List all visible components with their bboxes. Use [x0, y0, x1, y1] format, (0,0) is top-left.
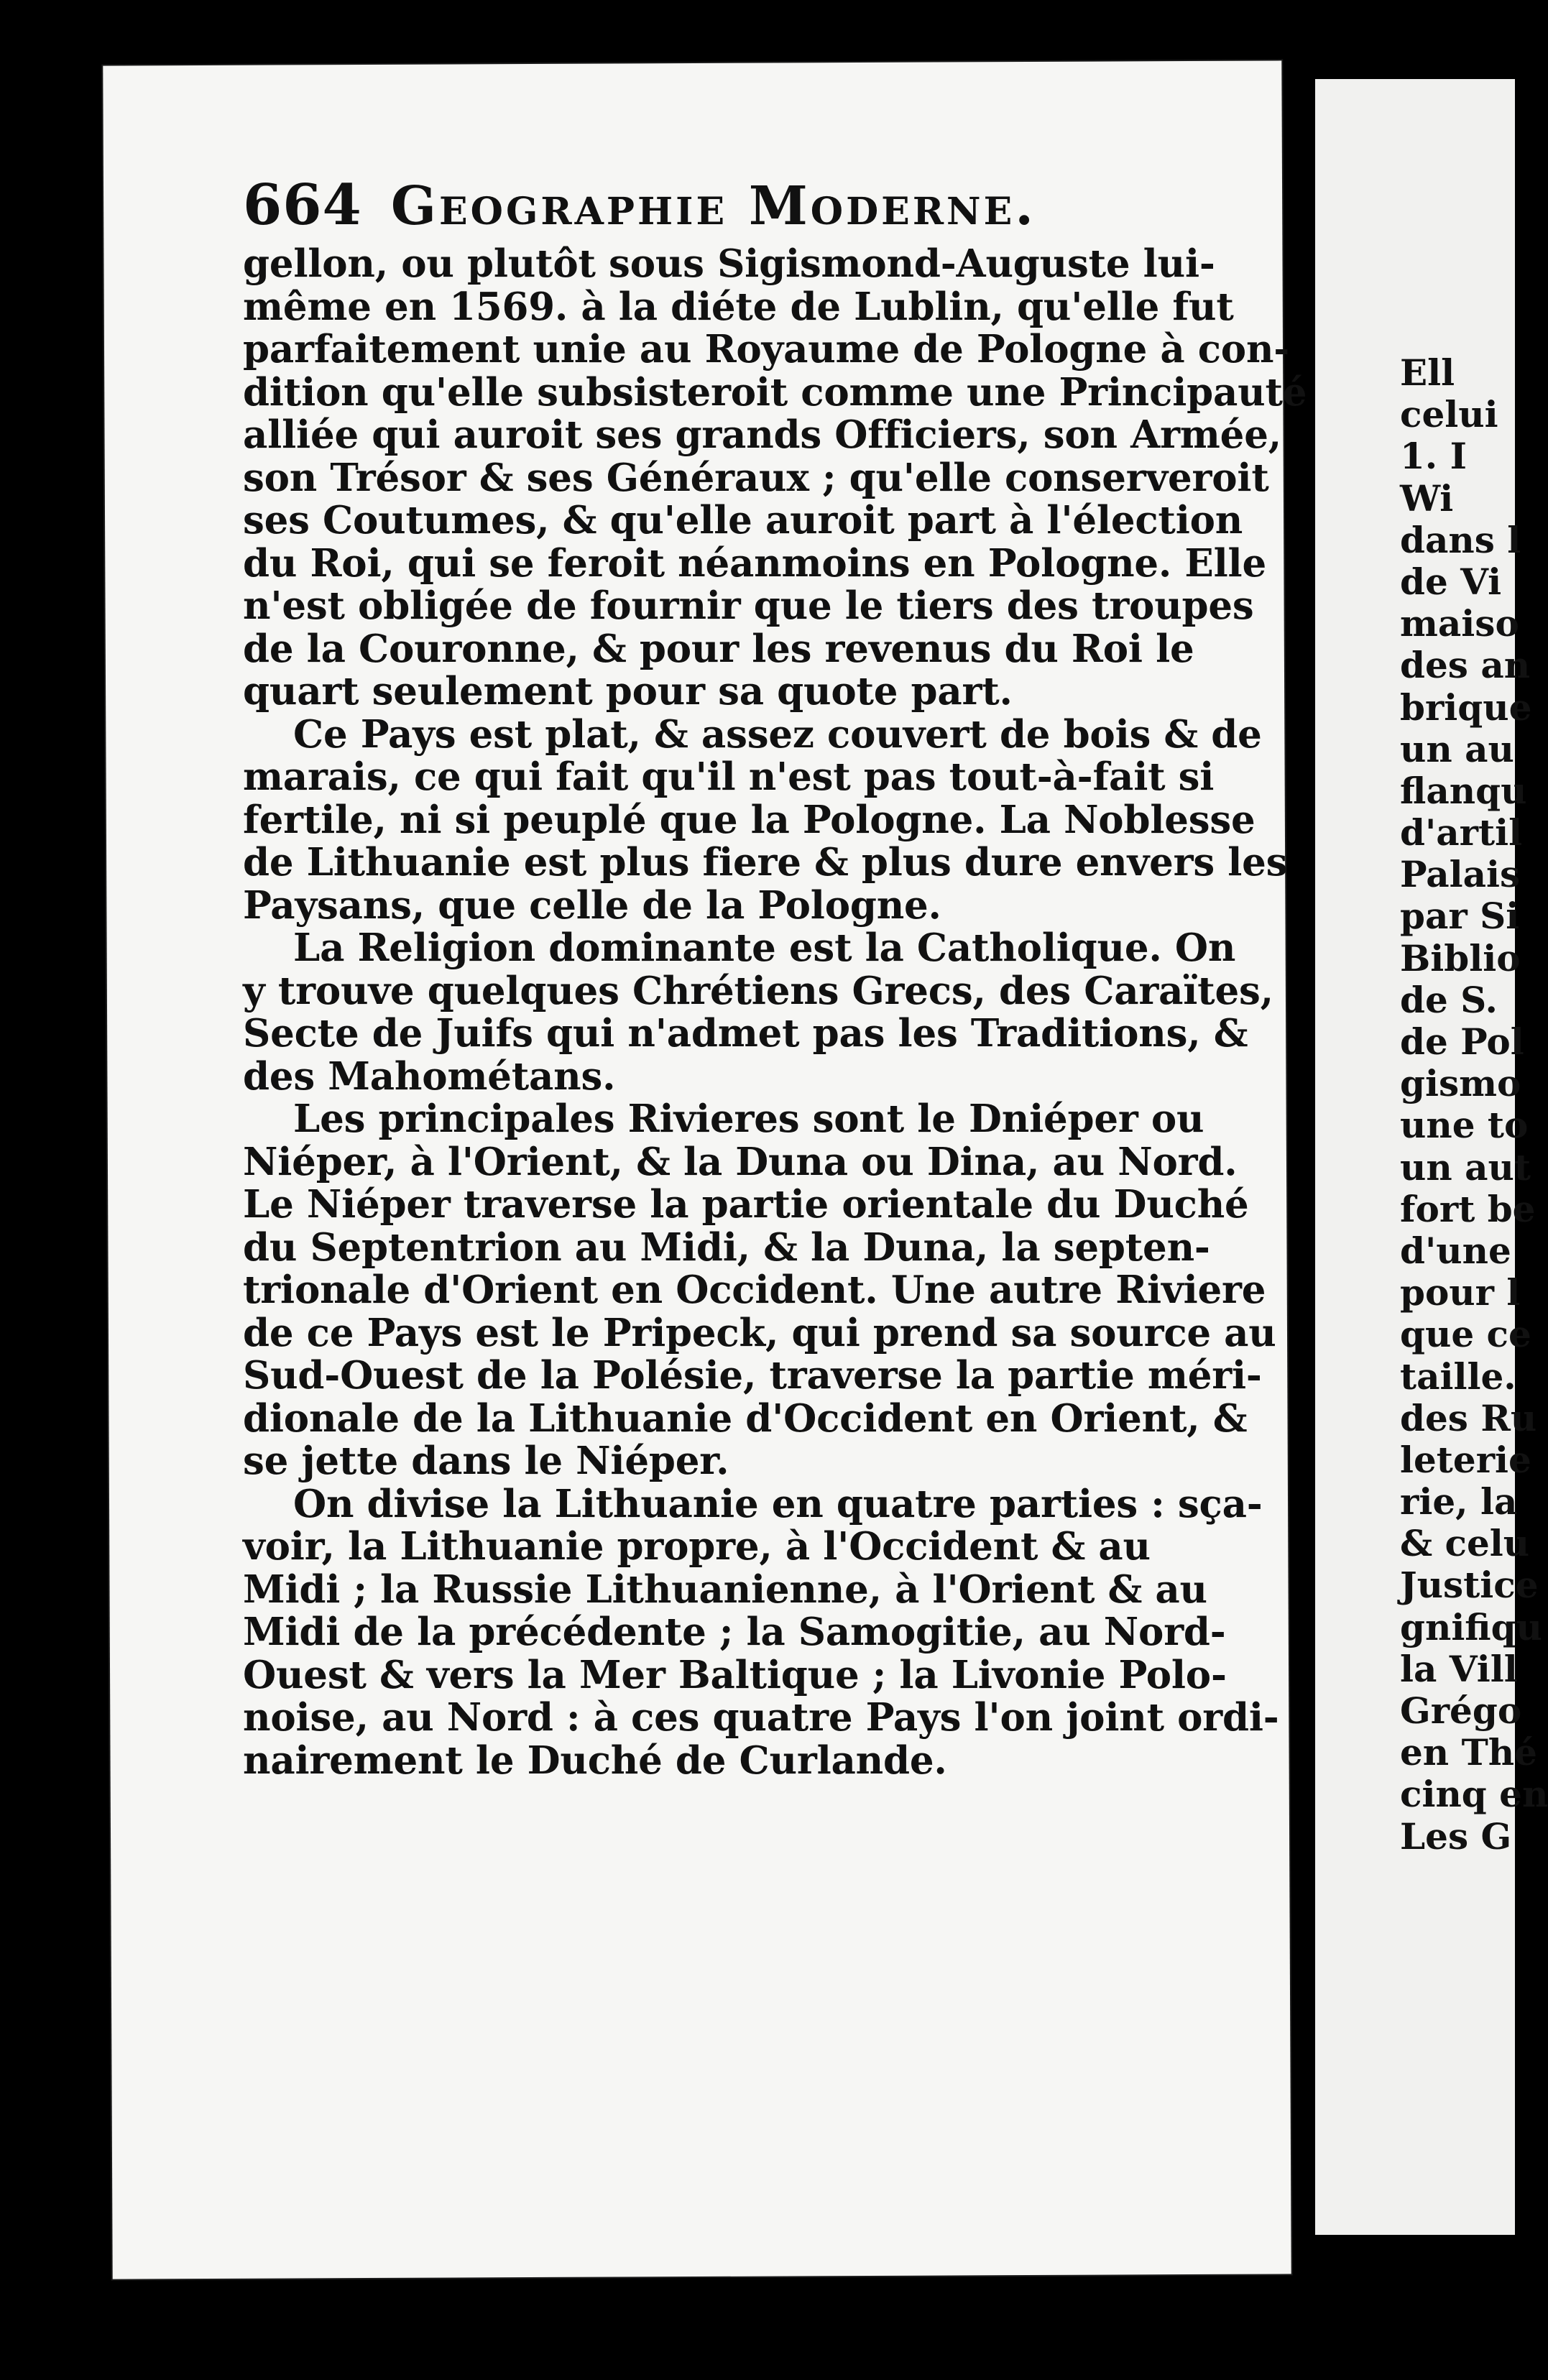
- facing-page-line: Ell: [1400, 351, 1455, 394]
- facing-page-line: par Si: [1400, 895, 1520, 938]
- main-text: [243, 241, 1307, 1783]
- facing-page-line: en Thé: [1400, 1731, 1537, 1774]
- text-line: quart seulement pour sa quote part.: [243, 669, 1013, 714]
- facing-page-line: des an: [1400, 644, 1531, 687]
- facing-page-line: de Pol: [1400, 1020, 1524, 1063]
- text-line: marais, ce qui fait qu'il n'est pas tout-à-fait si: [243, 755, 1215, 799]
- text-line: Paysans, que celle de la Pologne.: [243, 882, 941, 928]
- facing-page-line: Justice: [1400, 1564, 1539, 1607]
- facing-page-line: que ce: [1400, 1313, 1531, 1356]
- text-line: On divise la Lithuanie en quatre parties : sça-: [293, 1481, 1263, 1526]
- text-line: son Trésor & ses Généraux ; qu'elle conserveroit: [243, 455, 1269, 500]
- text-line: Sud-Ouest de la Polésie, traverse la partie méri-: [243, 1353, 1262, 1398]
- facing-page-line: dans l: [1400, 518, 1521, 561]
- facing-page-line: gismo: [1400, 1062, 1521, 1105]
- text-line: La Religion dominante est la Catholique. On: [293, 926, 1236, 970]
- facing-page-line: un aut: [1400, 1145, 1531, 1189]
- text-line: nairement le Duché de Curlande.: [243, 1738, 947, 1783]
- facing-page-line: gnifiqu: [1400, 1605, 1542, 1648]
- facing-page-line: un au: [1400, 727, 1514, 770]
- facing-page-line: des Ru: [1400, 1396, 1537, 1439]
- facing-page-line: & celu: [1400, 1522, 1530, 1565]
- text-line: Midi ; la Russie Lithuanienne, à l'Orient & au: [243, 1567, 1207, 1612]
- text-line: même en 1569. à la diéte de Lublin, qu'elle fut: [243, 284, 1234, 329]
- facing-page-line: Grégo: [1400, 1689, 1522, 1732]
- paragraph: [243, 1097, 1276, 1483]
- text-line: n'est obligée de fournir que le tiers des troupes: [243, 584, 1254, 628]
- text-line: du Roi, qui se feroit néanmoins en Pologne. Elle: [243, 540, 1267, 586]
- facing-page-line: flanqu: [1400, 769, 1527, 812]
- text-line: gellon, ou plutôt sous Sigismond-Auguste lui-: [243, 241, 1215, 286]
- paragraph: [243, 241, 1307, 714]
- text-line: de Lithuanie est plus fiere & plus dure envers les: [243, 840, 1288, 885]
- facing-page-line: taille.: [1400, 1355, 1516, 1398]
- text-line: alliée qui auroit ses grands Officiers, son Armée,: [243, 412, 1281, 457]
- text-line: parfaitement unie au Royaume de Pologne à con-: [243, 327, 1290, 372]
- text-line: dition qu'elle subsisteroit comme une Principauté: [243, 369, 1307, 415]
- facing-page-line: pour l: [1400, 1271, 1521, 1314]
- text-line: de la Couronne, & pour les revenus du Roi le: [243, 626, 1194, 671]
- facing-page-line: d'artil: [1400, 811, 1523, 854]
- text-line: Ce Pays est plat, & assez couvert de bois & de: [293, 711, 1262, 757]
- text-line: de ce Pays est le Pripeck, qui prend sa source au: [243, 1310, 1276, 1355]
- text-line: Les principales Rivieres sont le Dniéper ou: [293, 1097, 1204, 1141]
- text-line: noise, au Nord : à ces quatre Pays l'on joint ordi-: [243, 1695, 1279, 1740]
- facing-page-text: [1400, 351, 1548, 1858]
- paragraph: [243, 1481, 1279, 1783]
- facing-page-line: de S.: [1400, 978, 1498, 1021]
- facing-page-line: cinq en: [1400, 1773, 1548, 1816]
- facing-page-line: 1. I: [1400, 435, 1467, 478]
- text-line: des Mahométans.: [243, 1053, 616, 1099]
- facing-page-line: la Vill: [1400, 1647, 1518, 1690]
- text-line: Secte de Juifs qui n'admet pas les Traditions, &: [243, 1011, 1248, 1056]
- text-line: du Septentrion au Midi, & la Duna, la septen-: [243, 1224, 1210, 1270]
- facing-page-line: rie, la: [1400, 1480, 1518, 1523]
- facing-page-line: Palais: [1400, 853, 1521, 896]
- facing-page-line: Wi: [1400, 476, 1454, 520]
- text-line: se jette dans le Niéper.: [243, 1439, 729, 1483]
- facing-page-line: Biblio: [1400, 936, 1521, 979]
- page-number: 664: [243, 172, 362, 238]
- page-header: [243, 172, 1163, 244]
- facing-page-line: maiso: [1400, 602, 1519, 645]
- facing-page-line: leterie: [1400, 1438, 1531, 1481]
- text-line: Ouest & vers la Mer Baltique ; la Livonie Polo-: [243, 1652, 1227, 1697]
- text-line: ses Coutumes, & qu'elle auroit part à l'élection: [243, 498, 1243, 543]
- facing-page-line: une to: [1400, 1104, 1529, 1147]
- facing-page-line: fort be: [1400, 1187, 1536, 1230]
- text-line: Niéper, à l'Orient, & la Duna ou Dina, au Nord.: [243, 1139, 1238, 1184]
- facing-page-line: brique: [1400, 686, 1532, 729]
- text-line: Le Niéper traverse la partie orientale du Duché: [243, 1182, 1249, 1227]
- facing-page-line: de Vi: [1400, 560, 1502, 603]
- paragraph: [243, 926, 1273, 1099]
- facing-page-line: d'une: [1400, 1229, 1511, 1272]
- text-line: fertile, ni si peuplé que la Pologne. La Noblesse: [243, 797, 1256, 842]
- text-line: y trouve quelques Chrétiens Grecs, des Caraïtes,: [243, 968, 1273, 1013]
- running-title: Geographie Moderne.: [390, 175, 1036, 237]
- text-line: dionale de la Lithuanie d'Occident en Orient, &: [243, 1396, 1248, 1441]
- facing-page-line: celui: [1400, 393, 1498, 436]
- paragraph: [243, 711, 1288, 928]
- facing-page-line: Les G: [1400, 1814, 1512, 1858]
- text-line: trionale d'Orient en Occident. Une autre Riviere: [243, 1268, 1266, 1312]
- text-line: voir, la Lithuanie propre, à l'Occident & au: [243, 1524, 1151, 1569]
- text-line: Midi de la précédente ; la Samogitie, au Nord-: [243, 1610, 1226, 1654]
